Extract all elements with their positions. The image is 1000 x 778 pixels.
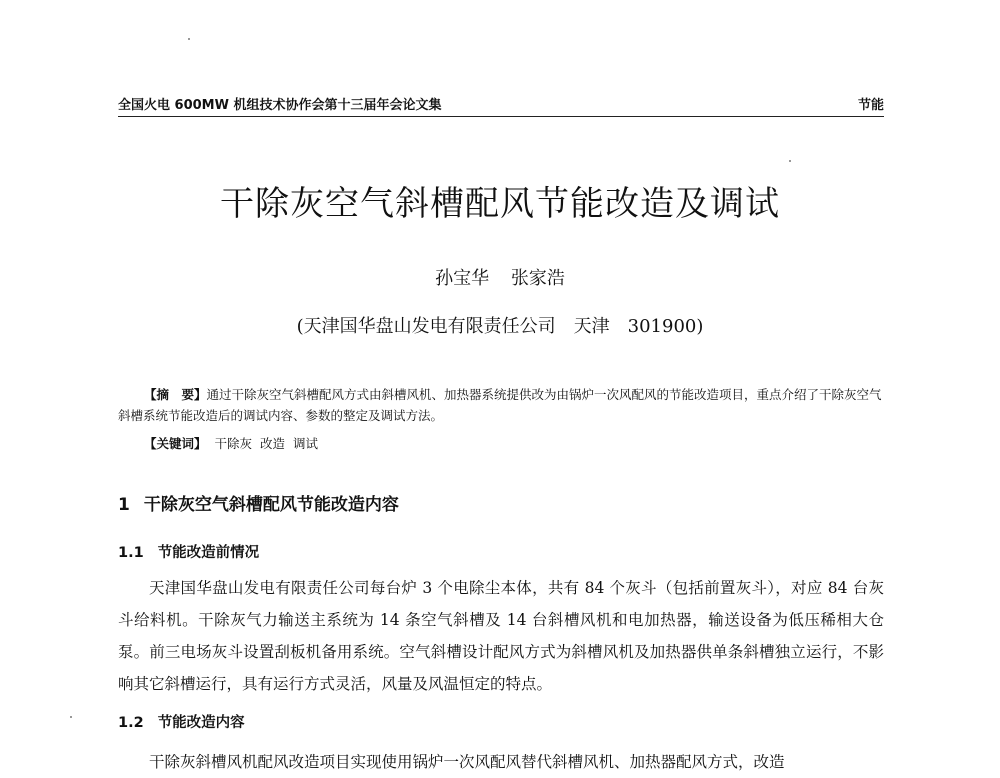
- keyword: 干除灰: [214, 436, 253, 451]
- section-heading: [118, 490, 399, 515]
- abstract: [118, 384, 884, 426]
- header-journal-title: 全国火电 600MW 机组技术协作会第十三届年会论文集: [118, 98, 442, 113]
- running-header: [118, 92, 884, 117]
- body-paragraph: 天津国华盘山发电有限责任公司每台炉 3 个电除尘本体，共有 84 个灰斗（包括前置灰斗），对应 84 台灰斗给料机。干除灰气力输送主系统为 14 条空气斜槽及 14 台斜槽风机和电加热器，输送设备为低压稀相大仓泵。前三电场灰斗设置刮板机备用系统。空气斜槽设计配风方式为斜槽风机及加热器供单条斜槽独立运行，不影响其它斜槽运行，具有运行方式灵活，风量及风温恒定的特点。: [118, 579, 884, 693]
- affiliation: (天津国华盘山发电有限责任公司 天津 301900): [296, 316, 704, 337]
- abstract-label: 【摘 要】: [144, 387, 207, 402]
- scan-speck: [188, 38, 190, 40]
- author-name: 孙宝华: [435, 268, 490, 289]
- abstract-text: 通过干除灰空气斜槽配风方式由斜槽风机、加热器系统提供改为由锅炉一次风配风的节能改造项目，重点介绍了干除灰空气斜槽系统节能改造后的调试内容、参数的整定及调试方法。: [118, 387, 882, 423]
- subsection-heading: [118, 541, 259, 562]
- keywords: [144, 434, 318, 452]
- subsection-number: 1.1: [118, 545, 144, 561]
- subsection-number: 1.2: [118, 715, 144, 731]
- keywords-label: 【关键词】: [144, 436, 207, 451]
- keyword: 改造: [260, 436, 286, 451]
- keyword: 调试: [293, 436, 319, 451]
- body-paragraph-partial: 干除灰斜槽风机配风改造项目实现使用锅炉一次风配风替代斜槽风机、加热器配风方式，改造: [149, 753, 785, 771]
- subsection-title: 节能改造前情况: [157, 545, 260, 561]
- paper-title: 干除灰空气斜槽配风节能改造及调试: [220, 184, 780, 224]
- section-title: 干除灰空气斜槽配风节能改造内容: [143, 495, 399, 515]
- author-name: 张家浩: [510, 268, 565, 289]
- subsection-title: 节能改造内容: [157, 715, 245, 731]
- header-section-label: 节能: [857, 98, 884, 113]
- section-number: 1: [118, 495, 130, 515]
- author-list: [0, 264, 1000, 290]
- scan-speck: [789, 160, 791, 162]
- scan-speck: [70, 716, 72, 718]
- subsection-heading: [118, 711, 245, 732]
